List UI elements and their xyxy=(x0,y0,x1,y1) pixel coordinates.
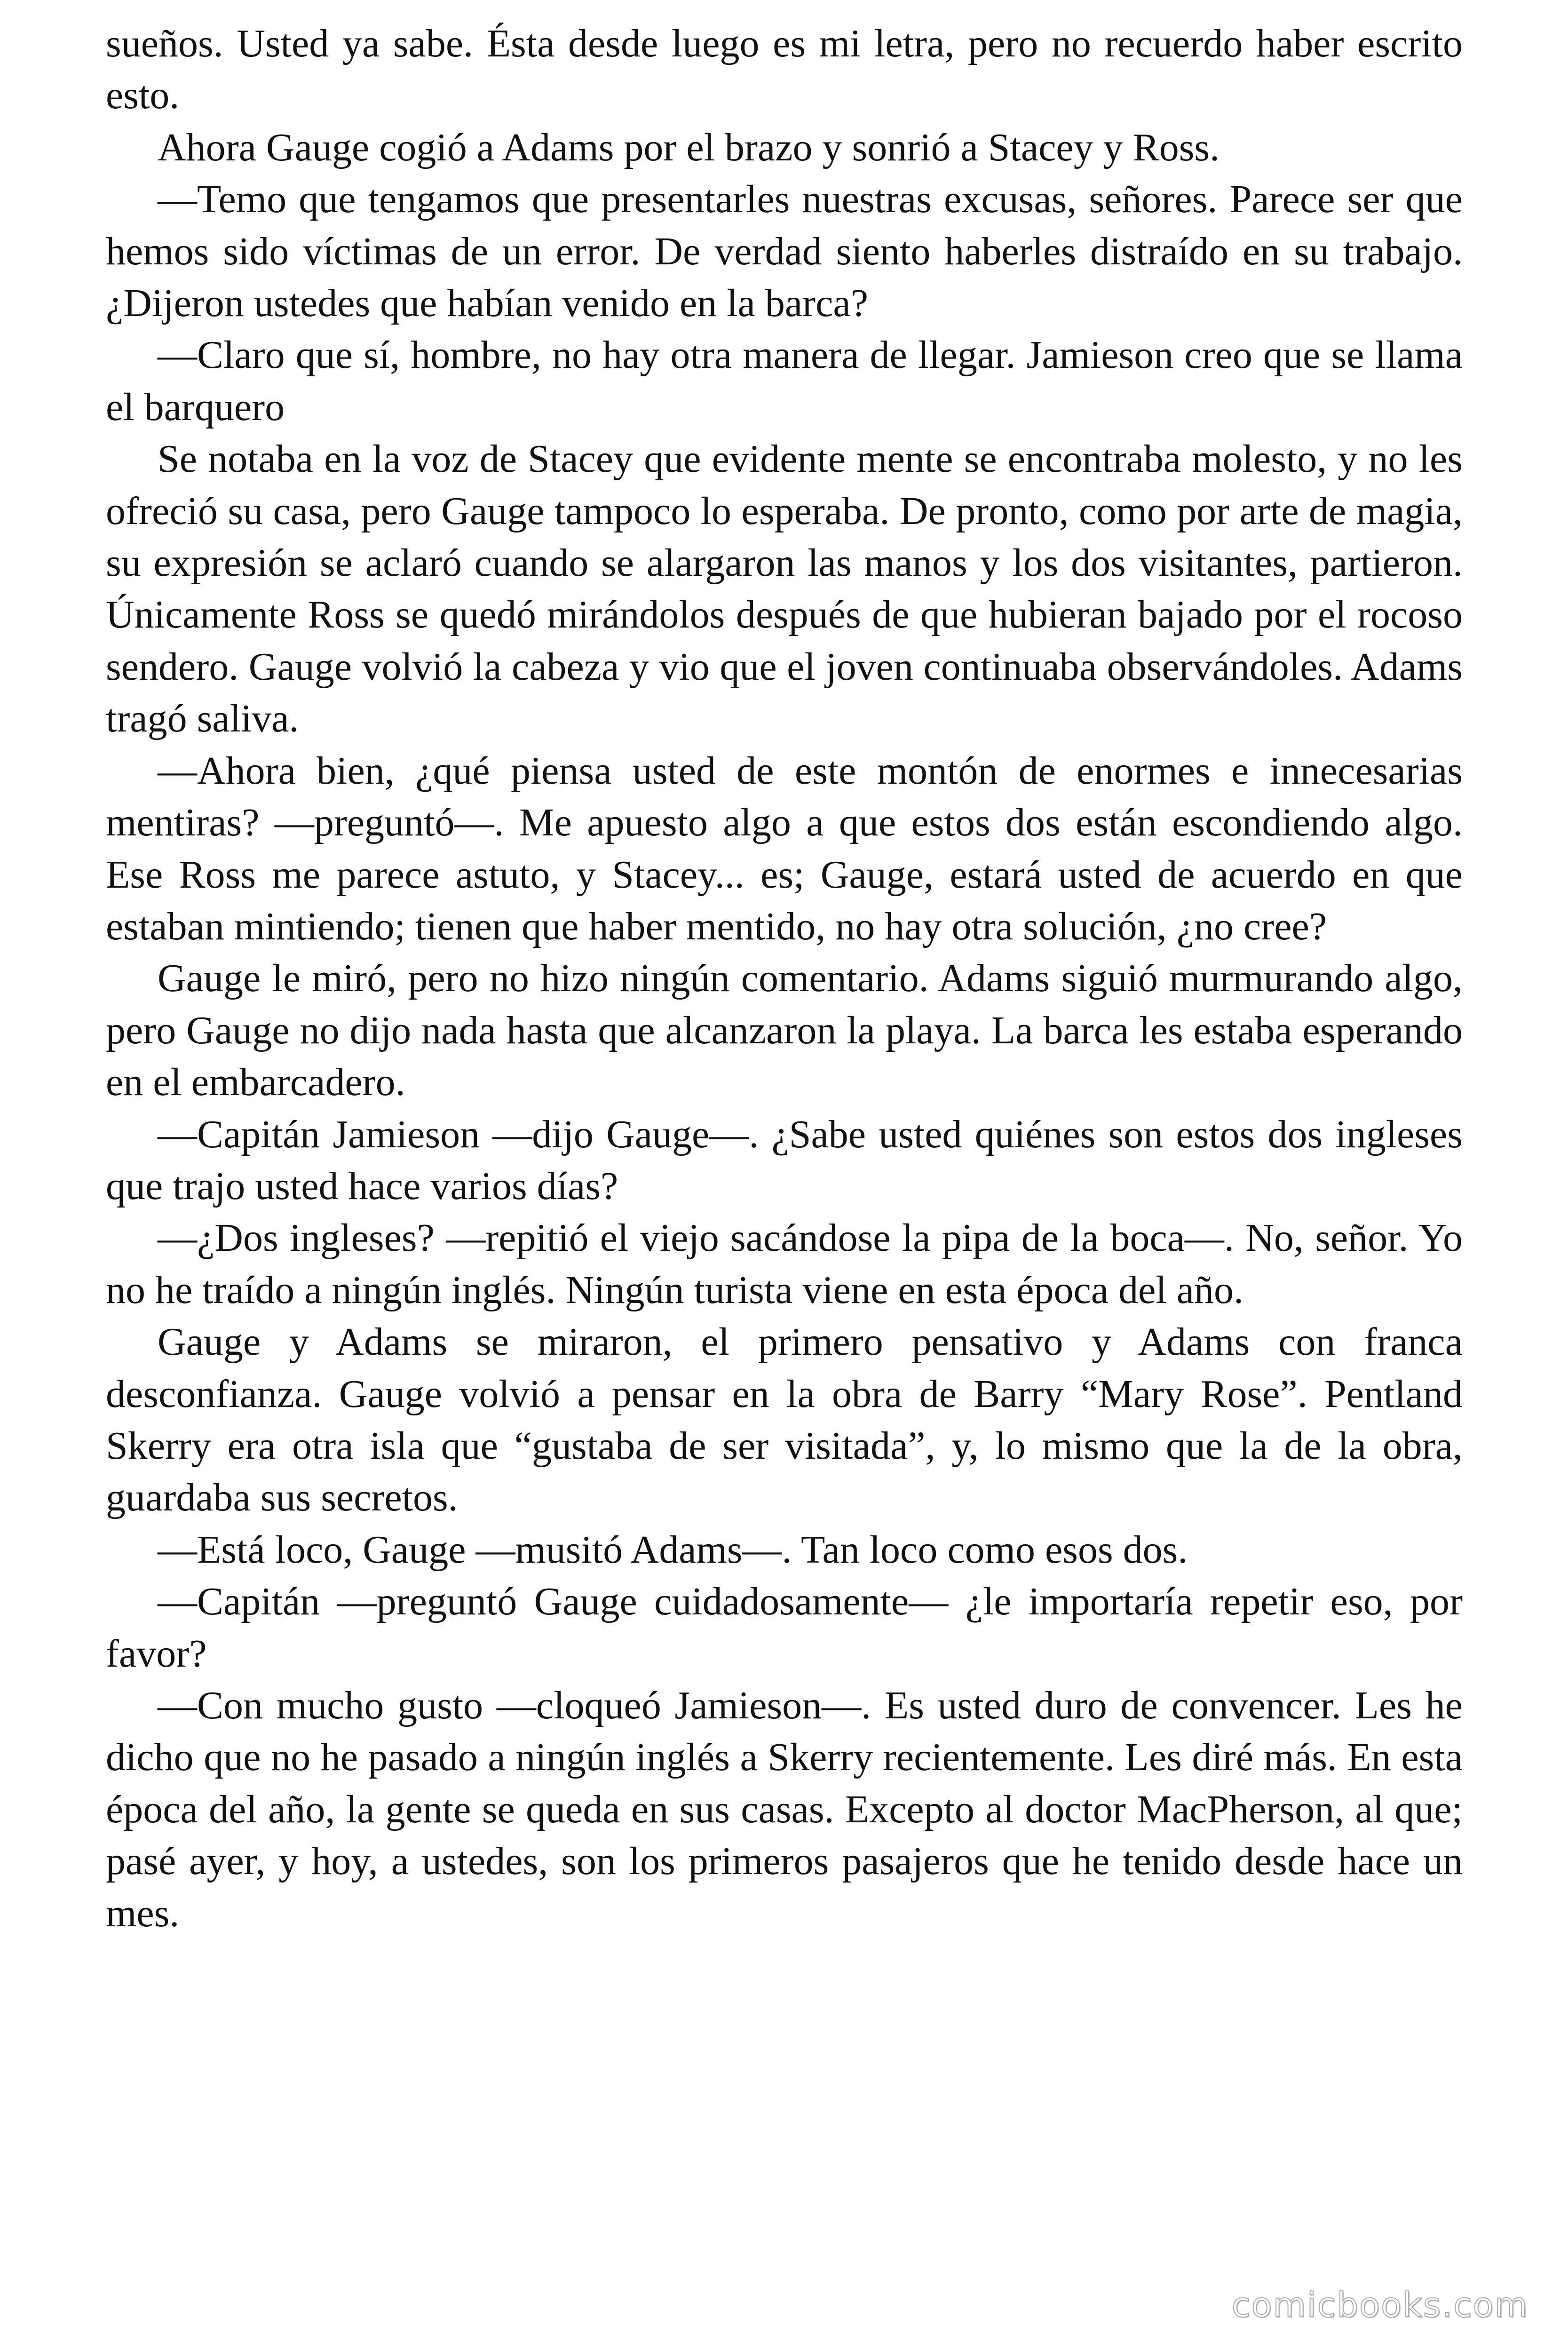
paragraph: Ahora Gauge cogió a Adams por el brazo y sonrió a Stacey y Ross. xyxy=(158,125,1220,169)
paragraph-dialogue: —¿Dos ingleses? —repitió el viejo sacándose la pipa de la boca—. No, señor. Yo no he traído a ningún inglés. Ningún turista viene en esta época del año. xyxy=(106,1216,1463,1312)
paragraph-dialogue: —Capitán —preguntó Gauge cuidadosamente— ¿le importaría repetir eso, por favor? xyxy=(106,1580,1463,1676)
paragraph-dialogue: —Capitán Jamieson —dijo Gauge—. ¿Sabe usted quiénes son estos dos ingleses que trajo usted hace varios días? xyxy=(106,1112,1463,1208)
page-text-body xyxy=(106,18,1463,1939)
paragraph-dialogue: —Con mucho gusto —cloqueó Jamieson—. Es usted duro de convencer. Les he dicho que no he pasado a ningún inglés a Skerry recientemente. Les diré más. En esta época del año, la gente se queda en sus casas. Excepto al doctor MacPherson, al que; pasé ayer, y hoy, a ustedes, son los primeros pasajeros que he tenido desde hace un mes. xyxy=(106,1684,1463,1935)
watermark-logo: comicbooks.com xyxy=(1231,2285,1528,2325)
paragraph-dialogue: —Temo que tengamos que presentarles nuestras excusas, señores. Parece ser que hemos sido víctimas de un error. De verdad siento haberles distraído en su trabajo. ¿Dijeron ustedes que habían venido en la barca? xyxy=(106,177,1463,326)
paragraph: Gauge y Adams se miraron, el primero pensativo y Adams con franca desconfianza. Gauge volvió a pensar en la obra de Barry “Mary Rose”. Pentland Skerry era otra isla que “gustaba de ser visitada”, y, lo mismo que la de la obra, guardaba sus secretos. xyxy=(106,1320,1463,1520)
paragraph-dialogue: —Ahora bien, ¿qué piensa usted de este montón de enormes e innecesarias mentiras? —preguntó—. Me apuesto algo a que estos dos están escondiendo algo. Ese Ross me parece astuto, y Stacey... es; Gauge, estará usted de acuerdo en que estaban mintiendo; tienen que haber mentido, no hay otra solución, ¿no cree? xyxy=(106,748,1463,948)
paragraph-dialogue: —Está loco, Gauge —musitó Adams—. Tan loco como esos dos. xyxy=(158,1527,1188,1572)
paragraph: Gauge le miró, pero no hizo ningún comentario. Adams siguió murmurando algo, pero Gauge no dijo nada hasta que alcanzaron la playa. La barca les estaba esperando en el embarcadero. xyxy=(106,956,1463,1104)
paragraph-dialogue: —Claro que sí, hombre, no hay otra manera de llegar. Jamieson creo que se llama el barquero xyxy=(106,333,1463,429)
paragraph: Se notaba en la voz de Stacey que evidente mente se encontraba molesto, y no les ofreció su casa, pero Gauge tampoco lo esperaba. De pronto, como por arte de magia, su expresión se aclaró cuando se alargaron las manos y los dos visitantes, partieron. Únicamente Ross se quedó mirándolos después de que hubieran bajado por el rocoso sendero. Gauge volvió la cabeza y vio que el joven continuaba observándoles. Adams tragó saliva. xyxy=(106,437,1463,741)
paragraph-continued: sueños. Usted ya sabe. Ésta desde luego es mi letra, pero no recuerdo haber escrito esto. xyxy=(106,22,1463,118)
